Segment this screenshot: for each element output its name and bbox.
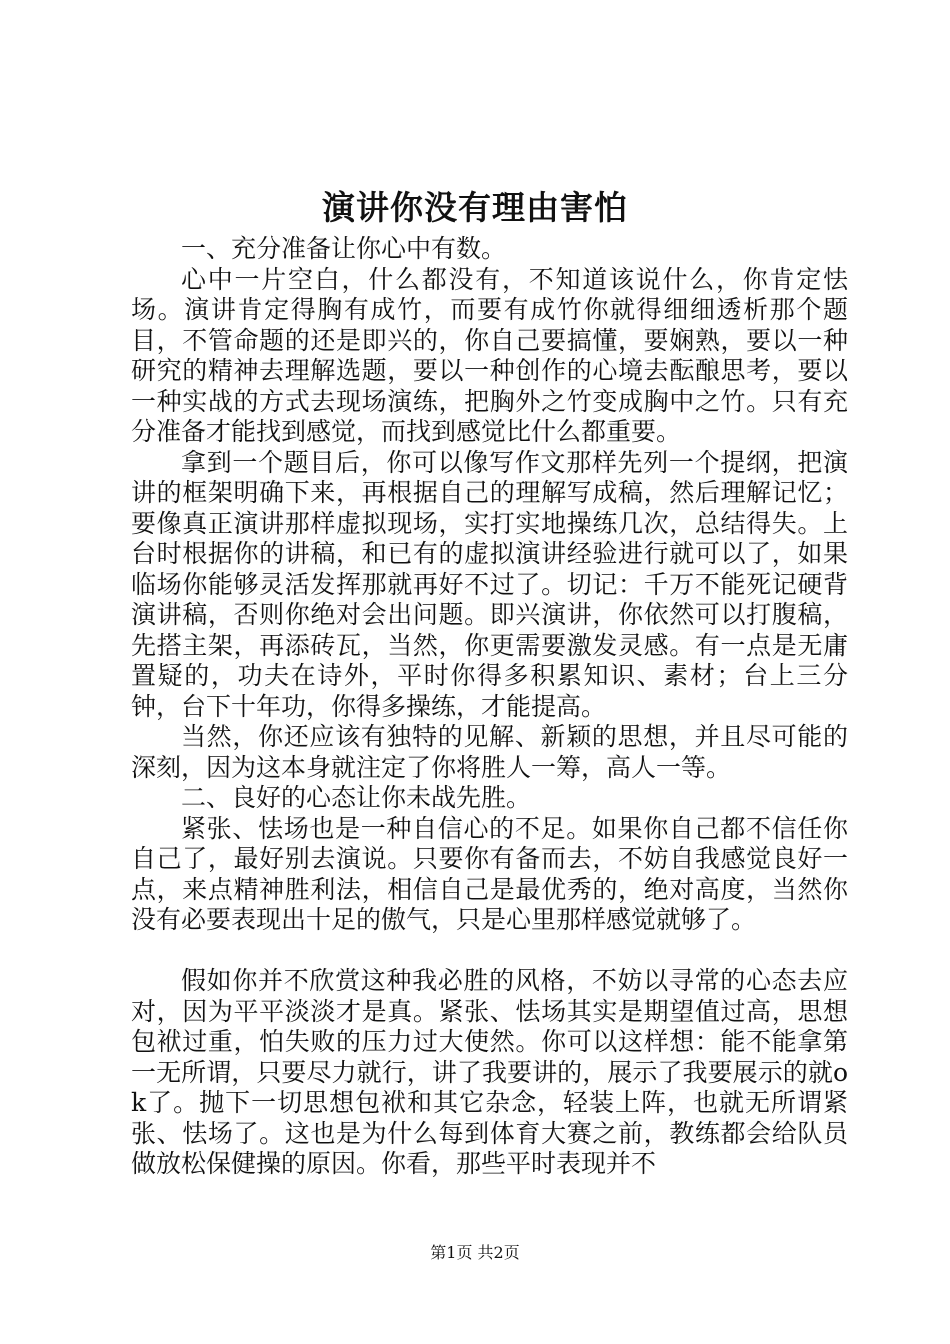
paragraph: 拿到一个题目后，你可以像写作文那样先列一个提纲，把演讲的框架明确下来，再根据自己的理解写成稿，然后理解记忆；要像真正演讲那样虚拟现场，实打实地操练几次，总结得失。上台时根据你的讲稿，和已有的虚拟演讲经验进行就可以了，如果临场你能够灵活发挥那就再好不过了。切记：千万不能死记硬背演讲稿，否则你绝对会出问题。即兴演讲，你依然可以打腹稿，先搭主架，再添砖瓦，当然，你更需要激发灵感。有一点是无庸置疑的，功夫在诗外，平时你得多积累知识、素材；台上三分钟，台下十年功，你得多操练，才能提高。 [131,447,848,721]
paragraph: 心中一片空白，什么都没有，不知道该说什么，你肯定怯场。演讲肯定得胸有成竹，而要有成竹你就得细细透析那个题目，不管命题的还是即兴的，你自己要搞懂，要娴熟，要以一种研究的精神去理解选题，要以一种创作的心境去酝酿思考，要以一种实战的方式去现场演练，把胸外之竹变成胸中之竹。只有充分准备才能找到感觉，而找到感觉比什么都重要。 [131,264,848,446]
document-title: 演讲你没有理由害怕 [322,188,628,227]
paragraph-heading-2: 二、良好的心态让你未战先胜。 [181,783,532,812]
page-footer: 第1页 共2页 [430,1243,520,1262]
paragraph: 紧张、怯场也是一种自信心的不足。如果你自己都不信任你自己了，最好别去演说。只要你有备而去，不妨自我感觉良好一点，来点精神胜利法，相信自己是最优秀的，绝对高度，当然你没有必要表现出十足的傲气，只是心里那样感觉就够了。 [131,813,848,934]
paragraph: 假如你并不欣赏这种我必胜的风格，不妨以寻常的心态去应对，因为平平淡淡才是真。紧张、怯场其实是期望值过高，思想包袱过重，怕失败的压力过大使然。你可以这样想：能不能拿第一无所谓，只要尽力就行，讲了我要讲的，展示了我要展示的就ok了。抛下一切思想包袱和其它杂念，轻装上阵，也就无所谓紧张、怯场了。这也是为什么每到体育大赛之前，教练都会给队员做放松保健操的原因。你看，那些平时表现并不 [131,966,848,1178]
paragraph: 当然，你还应该有独特的见解、新颖的思想，并且尽可能的深刻，因为这本身就注定了你将胜人一筹，高人一等。 [131,722,848,782]
document-body [131,234,848,1180]
paragraph-heading-1: 一、充分准备让你心中有数。 [181,234,507,263]
